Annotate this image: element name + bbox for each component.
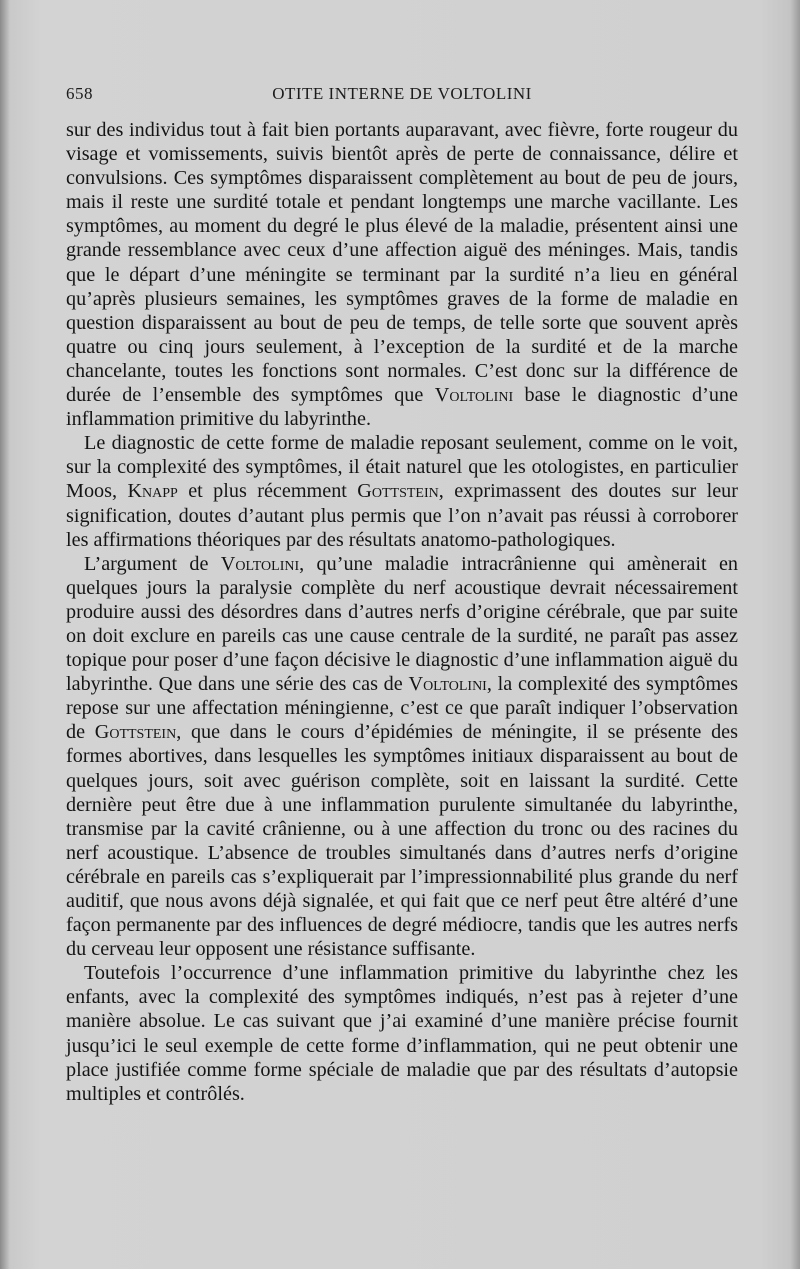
paragraph-4 bbox=[66, 961, 738, 1106]
author-name-knapp: Knapp bbox=[127, 480, 178, 503]
text-segment: base le diagnostic d’une inflammation primitive du labyrinthe. bbox=[66, 384, 738, 431]
paragraph-2 bbox=[66, 431, 738, 551]
author-name-voltolini: Voltolini bbox=[434, 384, 514, 407]
text-segment: L’argument de bbox=[84, 552, 221, 575]
paragraph-1 bbox=[66, 118, 738, 431]
text-segment: sur des individus tout à fait bien portants auparavant, avec fièvre, forte rougeur du visage et vomissements, suivis bientôt après de perte de connaissance, délire et convulsions. Ces symptômes disparaissent complètement au bout de peu de jours, mais il reste une surdité totale et pendant longtemps une marche vacillante. Les symptômes, au moment du degré le plus élevé de la maladie, présentent ainsi une grande ressemblance avec ceux d’une affection aiguë des méninges. Mais, tandis que le départ d’une méningite se terminant par la surdité n’a lieu en général qu’après plusieurs semaines, les symptômes graves de la forme de maladie en question disparaissent au bout de peu de temps, de telle sorte que souvent après quatre ou cinq jours seulement, à l’exception de la surdité et de la marche chancelante, toutes les fonctions sont normales. C’est donc sur la différence de durée de l’ensemble des symptômes que bbox=[66, 119, 738, 407]
text-segment: , qu’une maladie intracrânienne qui amènerait en quelques jours la paralysie complète du nerf acoustique devrait nécessairement produire aussi des désordres dans d’autres nerfs d’origine cérébrale, que par suite on doit exclure en pareils cas une cause centrale de la surdité, ne paraît pas assez topique pour poser d’une façon décisive le diagnostic d’une inflammation aiguë du labyrinthe. Que dans une série des cas de bbox=[66, 552, 739, 696]
author-name-voltolini: Voltolini bbox=[220, 552, 300, 575]
author-name-voltolini: Voltolini bbox=[408, 673, 487, 696]
running-title: OTITE INTERNE DE VOLTOLINI bbox=[272, 84, 532, 103]
text-segment: , que dans le cours d’épidémies de méningite, il se présente des formes abortives, dans lesquelles les symptômes initiaux disparaissent au bout de quelques jours, soit avec guérison complète, soit en laissant la surdité. Cette dernière peut être due à une inflammation purulente simultanée du labyrinthe, transmise par la cavité crânienne, ou à une affection du tronc ou des racines du nerf acoustique. L’absence de troubles simultanés dans d’autres nerfs d’origine cérébrale en pareils cas s’expliquerait par l’impressionnabilité plus grande du nerf auditif, que nous avons déjà signalée, et qui fait que ce nerf peut être altéré d’une façon permanente par des influences de degré médiocre, tandis que les autres nerfs du cerveau leur opposent une résistance suffisante. bbox=[66, 721, 738, 961]
body-text bbox=[66, 118, 738, 1106]
text-segment: Toutefois l’occurrence d’une inflammation primitive du labyrinthe chez les enfants, avec la complexité des symptômes indiqués, n’est pas à rejeter d’une manière absolue. Le cas suivant que j’ai examiné d’une manière précise fournit jusqu’ici le seul exemple de cette forme d’inflammation, qui ne peut obtenir une place justifiée comme forme spéciale de maladie que par des résultats d’autopsie multiples et contrôlés. bbox=[66, 962, 738, 1105]
text-segment: et plus récemment bbox=[177, 480, 358, 503]
page-number: 658 bbox=[66, 84, 93, 103]
paragraph-3 bbox=[66, 552, 738, 962]
running-head bbox=[66, 84, 738, 110]
author-name-gottstein: Gottstein bbox=[94, 721, 177, 744]
text-segment: , la complexité des symptômes repose sur une affectation méningienne, c’est ce que paraît indiquer l’observation de bbox=[66, 673, 739, 744]
text-segment: Le diagnostic de cette forme de maladie reposant seulement, comme on le voit, sur la complexité des symptômes, il était naturel que les otologistes, en particulier Moos, bbox=[66, 432, 738, 503]
text-segment: , exprimassent des doutes sur leur signification, doutes d’autant plus permis que l’on n’avait pas réussi à corroborer les affirmations théoriques par des résultats anatomo-pathologiques. bbox=[66, 480, 738, 551]
author-name-gottstein: Gottstein bbox=[357, 480, 439, 503]
